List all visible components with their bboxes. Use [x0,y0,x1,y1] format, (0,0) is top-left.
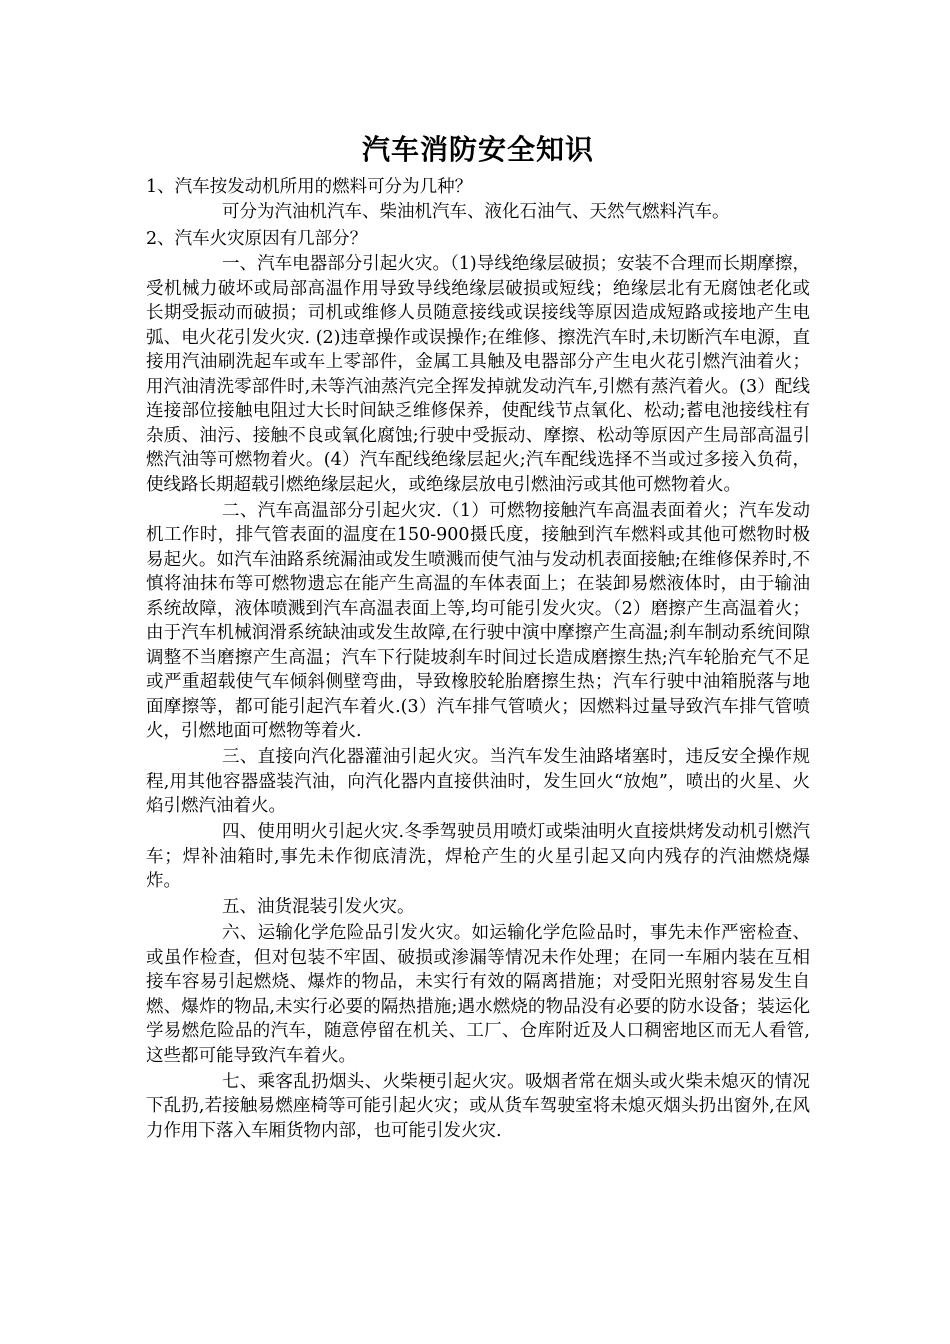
question-1: 1、汽车按发动机所用的燃料可分为几种？ [146,177,473,197]
document-page [146,128,810,1145]
document-title: 汽车消防安全知识 [361,133,594,166]
paragraph-hazardous-chemicals: 六、运输化学危险品引发火灾。如运输化学危险品时，事先未作严密检查、或虽作检查，但对包装不牢固、破损或渗漏等情况未作处理；在同一车厢内装在互相接车容易引起燃烧、爆炸的物品，未实行有效的隔离措施；对受阳光照射容易发生自燃、爆炸的物品,未实行必要的隔热措施;遇水燃烧的物品没有必要的防水设备；装运化学易燃危险品的汽车，随意停留在机关、工厂、仓库附近及人口稠密地区而无人看管,这些都可能导致汽车着火。 [146,923,810,1066]
answer-1: 可分为汽油机汽车、柴油机汽车、液化石油气、天然气燃料汽车。 [222,202,730,222]
question-2: 2、汽车火灾原因有几部分？ [146,229,368,249]
paragraph-high-temperature: 二、汽车高温部分引起火灾.（1）可燃物接触汽车高温表面着火；汽车发动机工作时，排气管表面的温度在150-900摄氏度，接触到汽车燃料或其他可燃物时极易起火。如汽车油路系统漏油或发生喷溅而使气油与发动机表面接触;在维修保养时,不慎将油抹布等可燃物遗忘在能产生高温的车体表面上；在装卸易燃液体时，由于输油系统故障，液体喷溅到汽车高温表面上等,均可能引发火灾。（2）磨擦产生高温着火；由于汽车机械润滑系统缺油或发生故障,在行驶中演中摩擦产生高温;刹车制动系统间隙调整不当磨擦产生高温；汽车下行陡坡刹车时间过长造成磨擦生热;汽车轮胎充气不足或严重超载使气车倾斜侧壁弯曲，导致橡胶轮胎磨擦生热；汽车行驶中油箱脱落与地面摩擦等，都可能引起汽车着火.(3）汽车排气管喷火；因燃料过量导致汽车排气管喷火，引燃地面可燃物等着火. [146,500,810,741]
paragraph-mixed-cargo: 五、油货混装引发火灾。 [222,897,415,917]
paragraph-electrical: 一、汽车电器部分引起火灾。（1)导线绝缘层破损；安装不合理而长期摩擦，受机械力破坏或局部高温作用导致导线绝缘层破损或短线；绝缘层北有无腐蚀老化或长期受振动而破损；司机或维修人员随意接线或误接线等原因造成短路或接地产生电弧、电火花引发火灾. (2)违章操作或误操作;在维修、擦洗汽车时,未切断汽车电源，直接用汽油刷洗起车或车上零部件，金属工具触及电器部分产生电火花引燃汽油着火；用汽油清洗零部件时,未等汽油蒸汽完全挥发掉就发动汽车,引燃有蒸汽着火。(3）配线连接部位接触电阻过大长时间缺乏维修保养，使配线节点氧化、松动;蓄电池接线柱有杂质、油污、接触不良或氧化腐蚀;行驶中受振动、摩擦、松动等原因产生局部高温引燃汽油等可燃物着火。(4）汽车配线绝缘层起火;汽车配线选择不当或过多接入负荷，使线路长期超载引燃绝缘层起火，或绝缘层放电引燃油污或其他可燃物着火。 [146,254,810,495]
paragraph-carburetor: 三、直接向汽化器灌油引起火灾。当汽车发生油路堵塞时，违反安全操作规程,用其他容器盛装汽油，向汽化器内直接供油时，发生回火“放炮”，喷出的火星、火焰引燃汽油着火。 [146,747,810,816]
paragraph-cigarettes: 七、乘客乱扔烟头、火柴梗引起火灾。吸烟者常在烟头或火柴未熄灭的情况下乱扔,若接触易燃座椅等可能引起火灾；或从货车驾驶室将未熄灭烟头扔出窗外,在风力作用下落入车厢货物内部，也可能引发火灾. [146,1071,810,1141]
paragraph-open-flame: 四、使用明火引起火灾.冬季驾驶员用喷灯或柴油明火直接烘烤发动机引燃汽车；焊补油箱时,事先未作彻底清洗，焊枪产生的火星引起又向内残存的汽油燃烧爆炸。 [146,822,810,891]
